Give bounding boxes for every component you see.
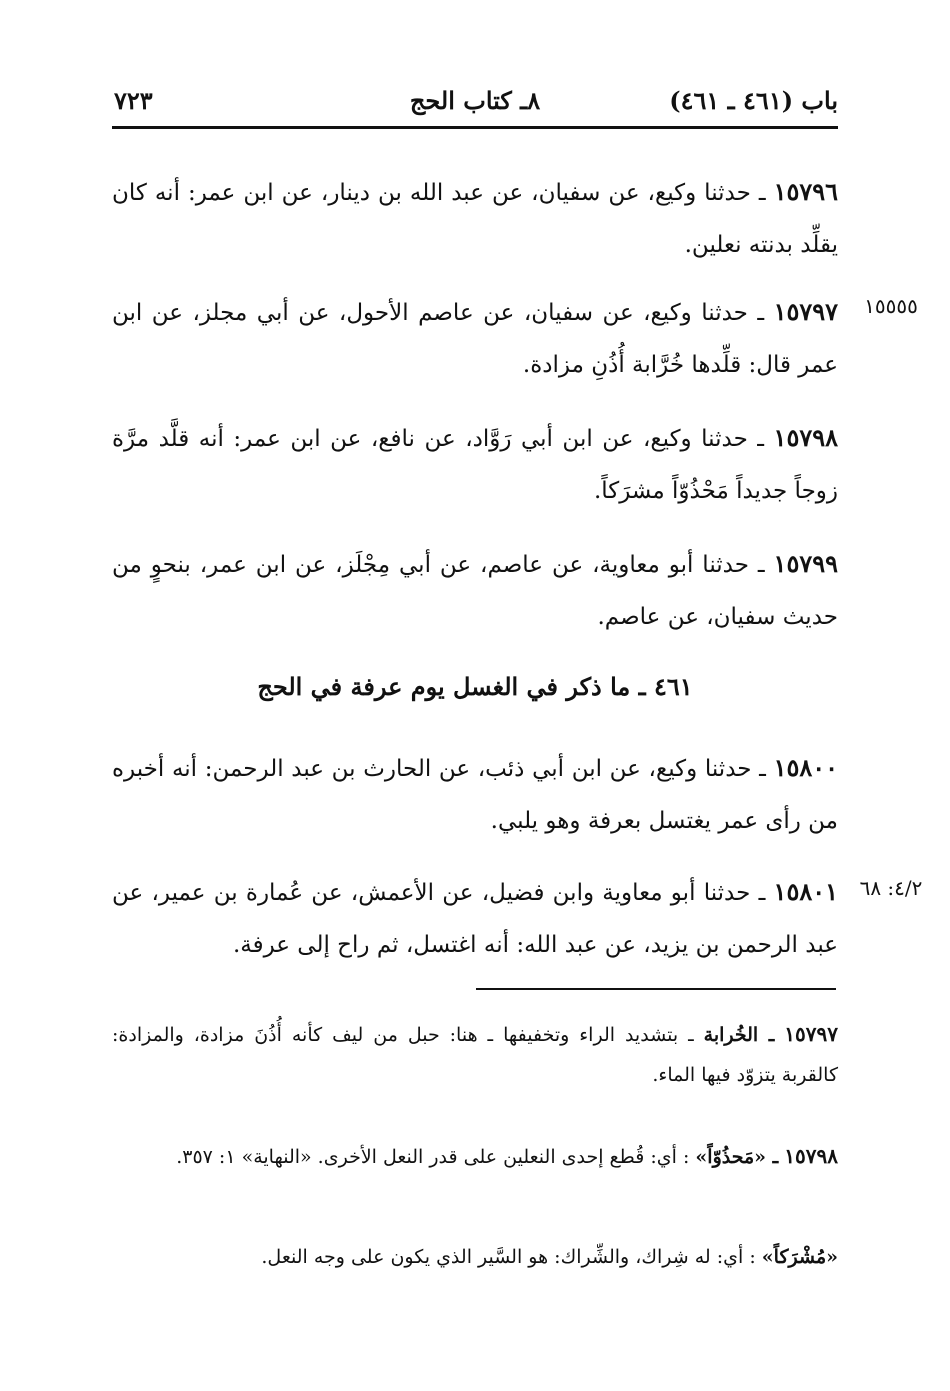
hadith-number: ١٥٨٠٠	[773, 753, 839, 782]
footnote-number: ١٥٧٩٧	[784, 1022, 838, 1046]
hadith-number: ١٥٧٩٩	[773, 549, 838, 578]
hadith-entry	[112, 866, 838, 971]
hadith-entry	[112, 166, 838, 271]
hadith-text: ـ حدثنا وكيع، عن سفيان، عن عبد الله بن دينار، عن ابن عمر: أنه كان يقلِّد بدنته نعلين.	[112, 180, 838, 258]
hadith-number: ١٥٧٩٧	[773, 297, 839, 326]
footnote-entry	[112, 1014, 838, 1095]
footnote-term: «مُشْرَكاً»	[761, 1246, 838, 1268]
footnote-number: ١٥٧٩٨	[784, 1144, 838, 1168]
footnote-text: : أي: له شِراك، والشِّراك: هو السَّير الذي يكون على وجه النعل.	[261, 1246, 756, 1268]
hadith-number: ١٥٧٩٨	[773, 423, 838, 452]
footnote-term: ـ الخُرابة	[703, 1024, 775, 1046]
footnote-entry	[112, 1136, 838, 1177]
footnote-divider	[476, 988, 836, 990]
margin-reference: ٤/٢: ٦٨	[859, 876, 923, 900]
hadith-text: ـ حدثنا وكيع، عن ابن أبي رَوَّاد، عن نافع، عن ابن عمر: أنه قلَّد مرَّة زوجاً جديداً مَحْذُوّاً مشرَكاً.	[112, 426, 838, 504]
margin-reference: ١٥٥٥٥	[864, 294, 918, 318]
hadith-number: ١٥٧٩٦	[773, 177, 839, 206]
hadith-entry	[112, 538, 838, 643]
hadith-text: ـ حدثنا وكيع، عن سفيان، عن عاصم الأحول، عن أبي مجلز، عن ابن عمر قال: قلِّدها خُرَّابة أُذُنِ مزادة.	[112, 300, 838, 378]
footnote-entry	[112, 1236, 838, 1277]
hadith-text: ـ حدثنا أبو معاوية وابن فضيل، عن الأعمش، عن عُمارة بن عمير، عن عبد الرحمن بن يزيد، عن عبد الله: أنه اغتسل، ثم راح إلى عرفة.	[112, 880, 838, 958]
footnote-text: : أي: قُطع إحدى النعلين على قدر النعل الأخرى. «النهاية» ١: ٣٥٧.	[176, 1146, 690, 1168]
hadith-text: ـ حدثنا أبو معاوية، عن عاصم، عن أبي مِجْلَز، عن ابن عمر، بنحوٍ من حديث سفيان، عن عاصم.	[112, 552, 838, 630]
footnote-text: ـ بتشديد الراء وتخفيفها ـ هنا: حبل من ليف كأنه أُذُنَ مزادة، والمزادة: كالقربة يتزوّد فيها الماء.	[112, 1024, 838, 1086]
header-divider	[112, 126, 838, 129]
page-header	[112, 80, 838, 124]
footnote-term: ـ «مَحذُوّاً»	[695, 1146, 779, 1168]
header-chapter-range: باب (٤٦١ ـ ٤٦١)	[669, 86, 838, 115]
hadith-entry	[112, 742, 838, 847]
header-book-title: ٨ـ كتاب الحج	[409, 86, 541, 115]
chapter-title: ٤٦١ ـ ما ذكر في الغسل يوم عرفة في الحج	[257, 672, 693, 701]
page-number: ٧٢٣	[114, 86, 153, 115]
hadith-number: ١٥٨٠١	[773, 877, 838, 906]
hadith-text: ـ حدثنا وكيع، عن ابن أبي ذئب، عن الحارث بن عبد الرحمن: أنه أخبره من رأى عمر يغتسل بعرفة وهو يلبي.	[112, 756, 838, 834]
hadith-entry	[112, 286, 838, 391]
hadith-entry	[112, 412, 838, 517]
